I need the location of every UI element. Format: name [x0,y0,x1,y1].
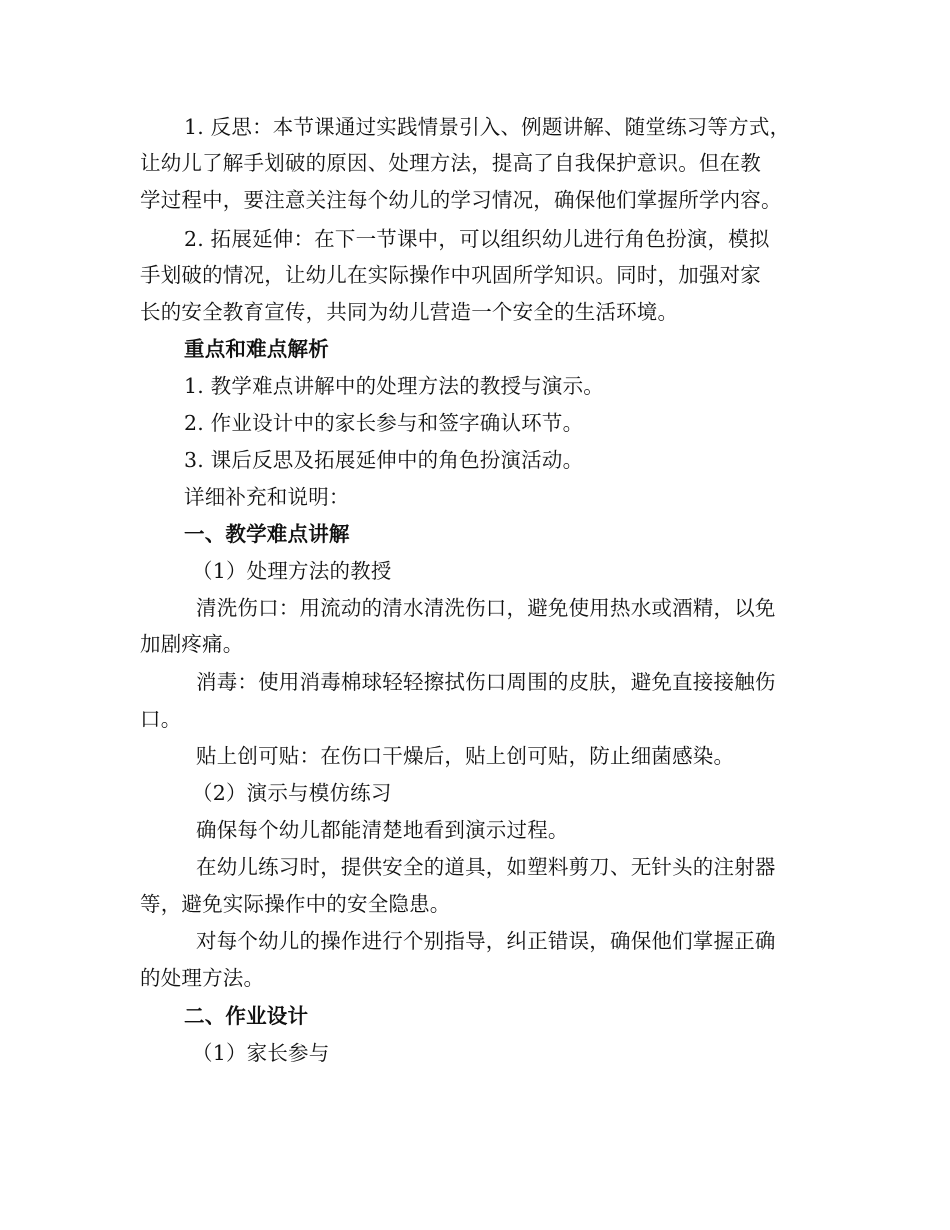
reflection-paragraph-line-3: 学过程中，要注意关注每个幼儿的学习情况，确保他们掌握所学内容。 [140,188,782,212]
disinfect-line-1: 消毒：使用消毒棉球轻轻擦拭伤口周围的皮肤，避免直接接触伤 [196,670,776,694]
extension-paragraph-line-2: 手划破的情况，让幼儿在实际操作中巩固所学知识。同时，加强对家 [140,263,761,287]
extension-paragraph-line-1: 2. 拓展延伸：在下一节课中，可以组织幼儿进行角色扮演，模拟 [184,227,770,251]
key-point-2: 2. 作业设计中的家长参与和签字确认环节。 [184,411,584,435]
section-heading-teaching-difficulty: 一、教学难点讲解 [184,522,350,546]
individual-guidance-line-2: 的处理方法。 [140,966,265,990]
safe-props-line-2: 等，避免实际操作中的安全隐患。 [140,892,451,916]
section-heading-key-points: 重点和难点解析 [184,337,329,361]
subheading-method-teaching: （1）处理方法的教授 [192,559,392,583]
supplement-heading: 详细补充和说明： [184,485,350,509]
clean-wound-line-2: 加剧疼痛。 [140,632,244,656]
bandage-line: 贴上创可贴：在伤口干燥后，贴上创可贴，防止细菌感染。 [196,744,735,768]
subheading-demo-practice: （2）演示与模仿练习 [192,781,392,805]
key-point-3: 3. 课后反思及拓展延伸中的角色扮演活动。 [184,448,584,472]
subheading-parent-participation: （1）家长参与 [192,1041,330,1065]
reflection-paragraph-line-2: 让幼儿了解手划破的原因、处理方法，提高了自我保护意识。但在教 [140,151,761,175]
safe-props-line-1: 在幼儿练习时，提供安全的道具，如塑料剪刀、无针头的注射器 [196,855,776,879]
individual-guidance-line-1: 对每个幼儿的操作进行个别指导，纠正错误，确保他们掌握正确 [196,929,776,953]
section-heading-homework: 二、作业设计 [184,1004,309,1028]
disinfect-line-2: 口。 [140,707,182,731]
demo-visibility-line: 确保每个幼儿都能清楚地看到演示过程。 [196,818,569,842]
extension-paragraph-line-3: 长的安全教育宣传，共同为幼儿营造一个安全的生活环境。 [140,300,679,324]
key-point-1: 1. 教学难点讲解中的处理方法的教授与演示。 [184,374,604,398]
clean-wound-line-1: 清洗伤口：用流动的清水清洗伤口，避免使用热水或酒精，以免 [196,596,776,620]
reflection-paragraph-line-1: 1. 反思：本节课通过实践情景引入、例题讲解、随堂练习等方式， [184,115,791,139]
